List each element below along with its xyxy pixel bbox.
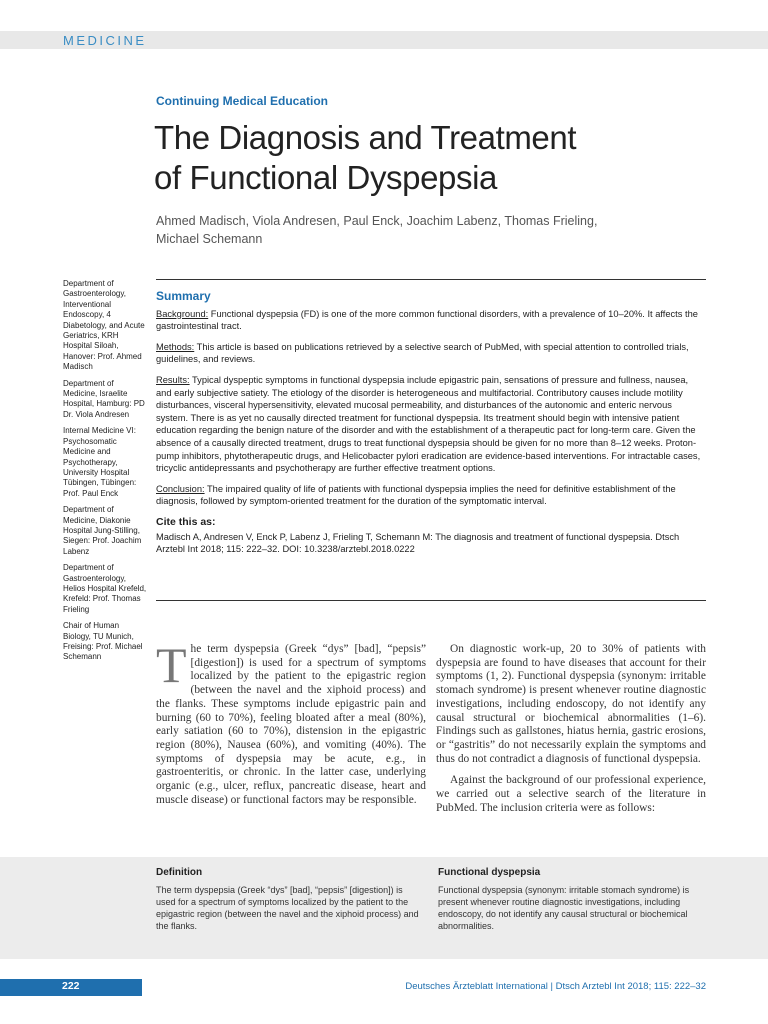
background-label: Background: (156, 308, 209, 319)
conclusion-text: The impaired quality of life of patients with functional dyspepsia implies the need for definitive establishment of the diagnosis, followed by symptom-oriented treatment for the duration of the symptomatic interval. (156, 483, 676, 507)
conclusion-label: Conclusion: (156, 483, 205, 494)
results-text: Typical dyspeptic symptoms in functional dyspepsia include epigastric pain, sensations of pressure and fullness, nausea, and early subjective satiety. The etiology of the disorder is heterogeneous and multifactorial. Contributory causes include motility disturbances, visceral hypersensitivity, elevated mucosal permeability, and disturbances of the autonomic and enteric nervous system. There is as yet no causally directed treatment for functional dyspepsia. Its treatment should begin with intensive patient education regarding the benign nature of the disorder and with the establishment of a therapeutic pact for long-term care. Given the absence of a causally directed treatment, drugs to treat functional dyspepsia should be given for no more than 8–12 weeks. Proton-pump inhibitors, phytotherapeutic drugs, and Helicobacter pylori eradication are evidence-based interventions. For intractable cases, tricyclic antidepressants and psychotherapy are further effective treatment options. (156, 374, 701, 474)
methods-text: This article is based on publications retrieved by a selective search of PubMed, with special attention to controlled trials, guidelines, and reviews. (156, 341, 689, 365)
body-paragraph: Against the background of our professional experience, we carried out a selective search of the literature in PubMed. The inclusion criteria were as follows: (436, 774, 706, 814)
summary-block (156, 290, 706, 564)
affiliation: Internal Medicine VI: Psychosomatic Medicine and Psychotherapy, University Hospital Tübingen, Tübingen: Prof. Paul Enck (63, 426, 137, 498)
body-column-right (436, 643, 706, 815)
affiliation: Department of Gastroenterology, Interventional Endoscopy, 4 Diabetology, and Acute Geriatrics, KRH Hospital Siloah, Hanover: Prof. Ahmed Madisch (63, 279, 145, 372)
section-label: MEDICINE (63, 33, 147, 48)
article-kicker: Continuing Medical Education (156, 94, 328, 108)
page-number: 222 (62, 980, 80, 992)
summary-results (156, 374, 706, 475)
citation-text: Madisch A, Andresen V, Enck P, Labenz J, Frieling T, Schemann M: The diagnosis and treatment of functional dyspepsia. Dtsch Arztebl Int 2018; 115: 222–32. DOI: 10.3238/arztebl.2018.0222 (156, 531, 680, 555)
summary-top-rule (156, 279, 706, 280)
body-paragraph: On diagnostic work-up, 20 to 30% of patients with dyspepsia are found to have diseases that account for their symptoms (1, 2). Functional dyspepsia (synonym: irritable stomach syndrome) is present whenever routine diagnostic investigations, including endoscopy, do not identify any causal structural or biochemical abnormalities (1–6). Findings such as gallstones, hiatus hernia, gastric erosions, or “gastritis” do not necessarily explain the symptoms and thus do not contradict a diagnosis of functional dyspepsia. (436, 643, 706, 765)
affiliation: Chair of Human Biology, TU Munich, Freising: Prof. Michael Schemann (63, 621, 143, 662)
article-title (154, 118, 576, 198)
functional-dyspepsia-heading: Functional dyspepsia (438, 867, 541, 878)
results-label: Results: (156, 374, 190, 385)
background-text: Functional dyspepsia (FD) is one of the more common functional disorders, with a prevalence of 10–20%. It affects the gastrointestinal tract. (156, 308, 698, 332)
title-line-1: The Diagnosis and Treatment (154, 119, 577, 156)
authors-line-2: Michael Schemann (156, 232, 263, 246)
body-column-left (156, 637, 426, 807)
summary-heading: Summary (156, 289, 211, 303)
methods-label: Methods: (156, 341, 195, 352)
title-line-2: of Functional Dyspepsia (154, 159, 497, 196)
affiliation: Department of Medicine, Diakonie Hospital Jung-Stilling, Siegen: Prof. Joachim Labenz (63, 505, 142, 556)
summary-conclusion (156, 483, 706, 508)
summary-background (156, 308, 706, 333)
author-list (156, 212, 636, 248)
summary-bottom-rule (156, 600, 706, 601)
summary-methods (156, 341, 706, 366)
affiliations-sidebar (63, 279, 147, 669)
authors-line-1: Ahmed Madisch, Viola Andresen, Paul Enck, Joachim Labenz, Thomas Frieling, (156, 214, 598, 228)
intro-paragraph (156, 637, 426, 807)
definition-text: The term dyspepsia (Greek “dys” [bad], “pepsis” [digestion]) is used for a spectrum of symptoms localized by the patient to the epigastric region (between the navel and the xiphoid process) and the flanks. (156, 885, 419, 931)
journal-footer: Deutsches Ärzteblatt International | Dtsch Arztebl Int 2018; 115: 222–32 (405, 981, 706, 992)
affiliation: Department of Medicine, Israelite Hospital, Hamburg: PD Dr. Viola Andresen (63, 378, 145, 419)
affiliation: Department of Gastroenterology, Helios Hospital Krefeld, Krefeld: Prof. Thomas Frieling (63, 563, 147, 614)
cite-heading: Cite this as: (156, 515, 216, 528)
definition-heading: Definition (156, 867, 203, 878)
intro-text: he term dyspepsia (Greek “dys” [bad], “pepsis” [digestion]) is used for a spectrum of symptoms localized by the patient to the epigastric region (between the navel and the xiphoid process) and the flanks. These symptoms include epigastric pain and burning (60 to 70%), feeling bloated after a meal (80%), early satiation (60 to 70%), distension in the epigastric region (80%), Nausea (60%), and vomiting (40%). The symptoms of dyspepsia may be acute, e.g., in gastroenteritis, or chronic. In the latter case, underlying organic (e.g., ulcer, reflux, pancreatic disease, heart and muscle disease) or functional factors may be responsible. (156, 643, 426, 806)
functional-dyspepsia-text: Functional dyspepsia (synonym: irritable stomach syndrome) is present whenever routine diagnostic investigations, including endoscopy, do not identify any causal structural or biochemical abnormalities. (438, 885, 690, 931)
drop-cap: T (156, 637, 187, 693)
